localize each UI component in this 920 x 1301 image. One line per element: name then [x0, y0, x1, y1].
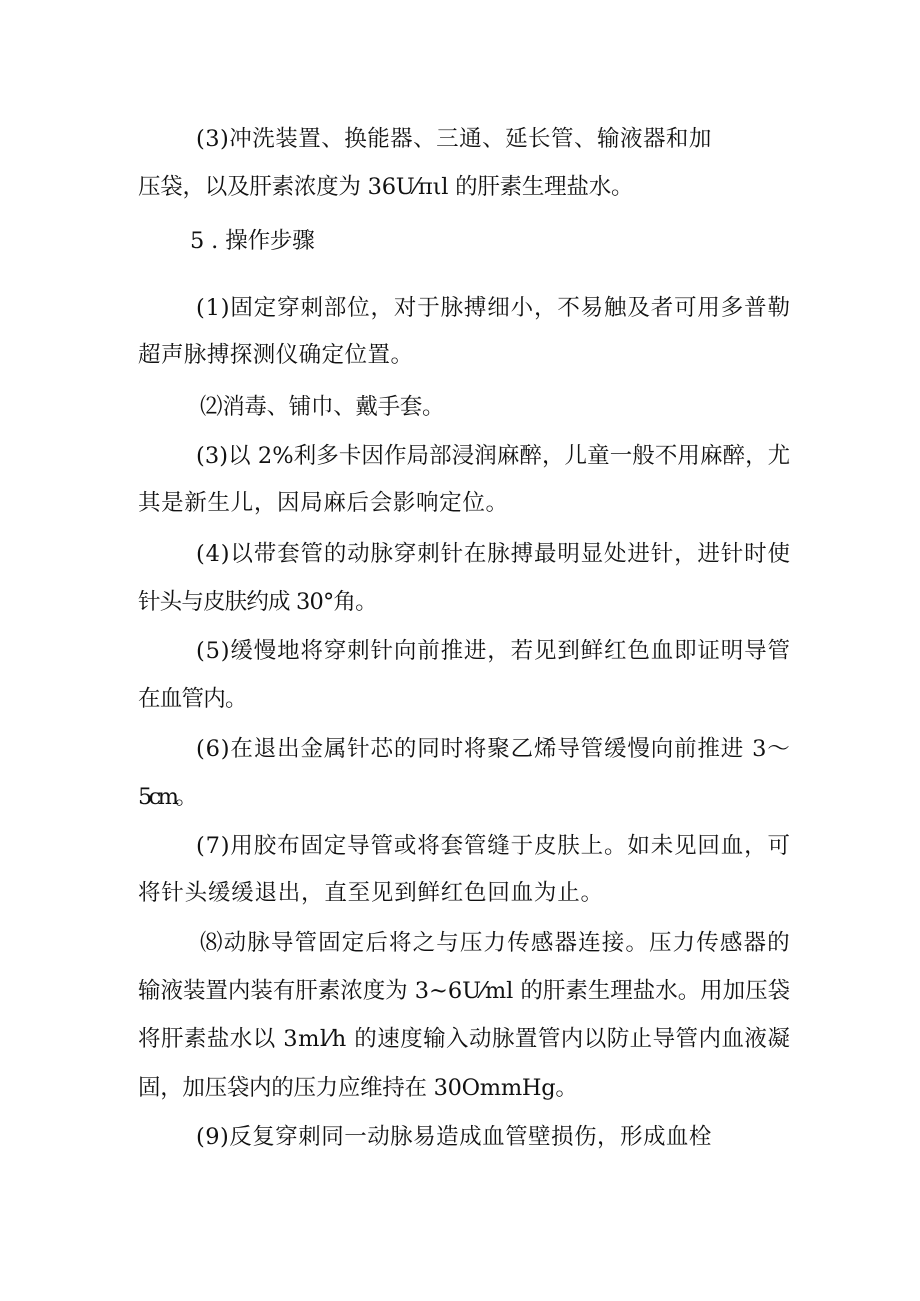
item-3-line-1: (3)冲洗装置、换能器、三通、延长管、输液器和加 [196, 126, 712, 152]
step-2-line-1: ⑵消毒、铺巾、戴手套。 [200, 394, 445, 420]
item-3-line-2: 压袋，以及肝素浓度为 36U⁄πιl 的肝素生理盐水。 [138, 174, 634, 200]
step-8-line-2: 输液装置内装有肝素浓度为 3~6U⁄ml 的肝素生理盐水。用加压袋 [138, 978, 791, 1004]
step-7-line-2: 将针头缓缓退出，直至见到鲜红色回血为止。 [138, 880, 604, 906]
step-4-line-2: 针头与皮肤约成 30°角。 [138, 589, 377, 615]
step-3-line-2: 其是新生儿，因局麻后会影响定位。 [138, 490, 509, 516]
step-8-line-4: 固，加压袋内的压力应维持在 30OmmHg。 [138, 1075, 578, 1101]
step-3-line-1: (3)以 2%利多卡因作局部浸润麻醉，儿童一般不用麻醉，尤 [196, 443, 791, 469]
step-1-line-1: (1)固定穿刺部位，对于脉搏细小，不易触及者可用多普勒 [196, 295, 791, 321]
step-7-line-1: (7)用胶布固定导管或将套管缝于皮肤上。如未见回血，可 [196, 833, 791, 859]
step-6-line-2: 5cm。 [138, 784, 195, 810]
step-1-line-2: 超声脉搏探测仪确定位置。 [138, 342, 414, 368]
step-5-line-2: 在血管内。 [138, 686, 247, 712]
step-5-line-1: (5)缓慢地将穿刺针向前推进，若见到鲜红色血即证明导管 [196, 638, 791, 664]
section-heading: 5 . 操作步骤 [190, 228, 315, 254]
step-8-line-1: ⑻动脉导管固定后将之与压力传感器连接。压力传感器的 [200, 930, 791, 956]
step-8-line-3: 将肝素盐水以 3ml⁄h 的速度输入动脉置管内以防止导管内血液凝 [138, 1026, 791, 1052]
step-6-line-1: (6)在退出金属针芯的同时将聚乙烯导管缓慢向前推进 3～ [196, 736, 791, 762]
step-9-line-1: (9)反复穿刺同一动脉易造成血管壁损伤，形成血栓 [196, 1124, 712, 1150]
step-4-line-1: (4)以带套管的动脉穿刺针在脉搏最明显处进针，进针时使 [196, 541, 791, 567]
